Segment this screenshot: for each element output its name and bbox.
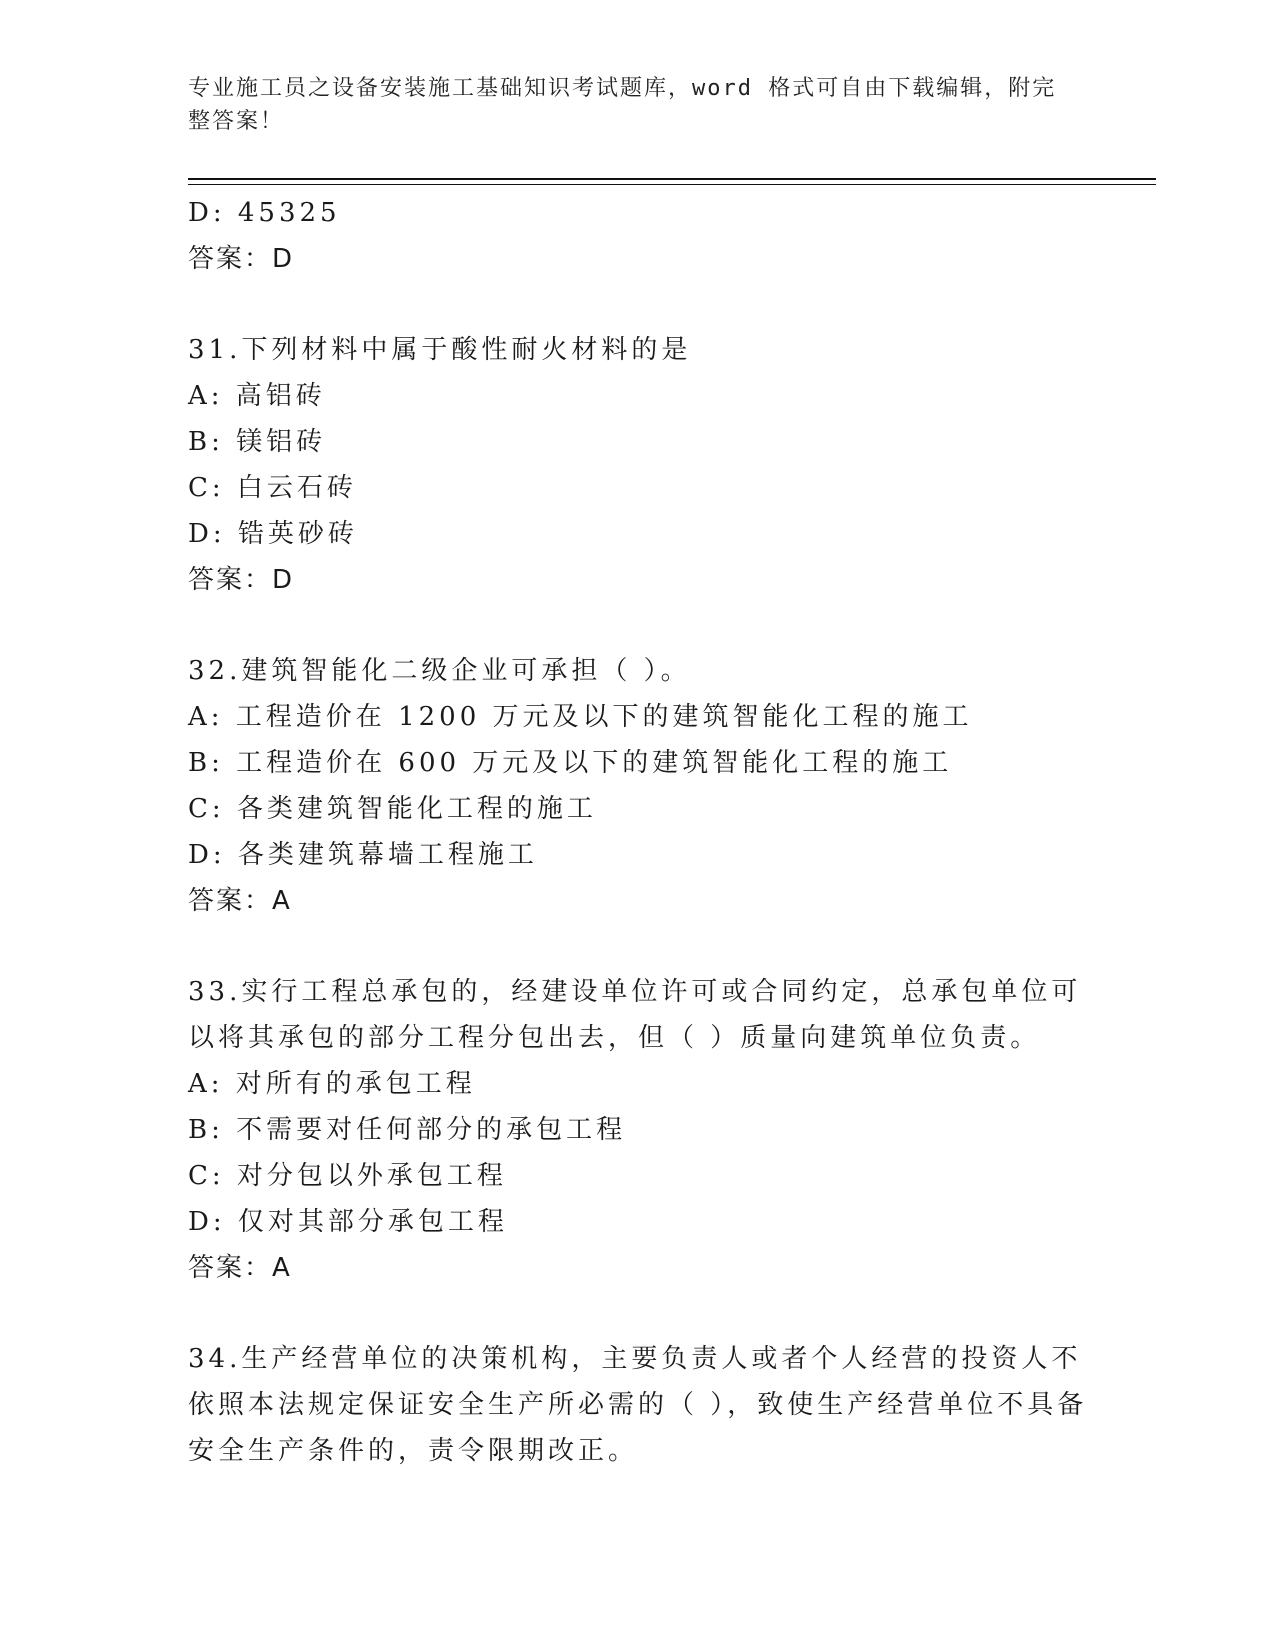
option-a: A: 工程造价在 1200 万元及以下的建筑智能化工程的施工	[188, 702, 973, 732]
option-b: B: 工程造价在 600 万元及以下的建筑智能化工程的施工	[188, 748, 953, 778]
document-header: 专业施工员之设备安装施工基础知识考试题库，word 格式可自由下载编辑，附完整答案！	[188, 76, 1057, 134]
option-c: C: 白云石砖	[188, 473, 357, 503]
prev-option-d: D: 45325	[188, 198, 341, 228]
option-a: A: 高铝砖	[188, 381, 326, 411]
answer: 答案：A	[188, 1253, 292, 1283]
option-d: D: 各类建筑幕墙工程施工	[188, 840, 538, 870]
question-33	[188, 969, 1088, 1291]
question-stem: 32.建筑智能化二级企业可承担（ ）。	[188, 656, 691, 686]
question-31	[188, 327, 1088, 603]
option-c: C: 各类建筑智能化工程的施工	[188, 794, 597, 824]
option-a: A: 对所有的承包工程	[188, 1069, 476, 1099]
option-d: D: 仅对其部分承包工程	[188, 1207, 508, 1237]
question-stem: 34.生产经营单位的决策机构，主要负责人或者个人经营的投资人不依照本法规定保证安全生产所必需的（ ），致使生产经营单位不具备安全生产条件的，责令限期改正。	[188, 1344, 1088, 1466]
option-c: C: 对分包以外承包工程	[188, 1161, 507, 1191]
header-rule-thin	[188, 184, 1156, 185]
question-stem: 33.实行工程总承包的，经建设单位许可或合同约定，总承包单位可以将其承包的部分工程分包出去，但（ ）质量向建筑单位负责。	[188, 977, 1082, 1053]
prev-answer: 答案：D	[188, 244, 295, 274]
option-b: B: 镁铝砖	[188, 427, 327, 457]
answer: 答案：D	[188, 565, 295, 595]
question-32	[188, 648, 1088, 924]
option-b: B: 不需要对任何部分的承包工程	[188, 1115, 627, 1145]
document-body	[188, 190, 1088, 1474]
header-rule-thick	[188, 178, 1156, 180]
question-34	[188, 1336, 1088, 1474]
question-stem: 31.下列材料中属于酸性耐火材料的是	[188, 335, 692, 365]
answer: 答案：A	[188, 886, 292, 916]
option-d: D: 锆英砂砖	[188, 519, 358, 549]
